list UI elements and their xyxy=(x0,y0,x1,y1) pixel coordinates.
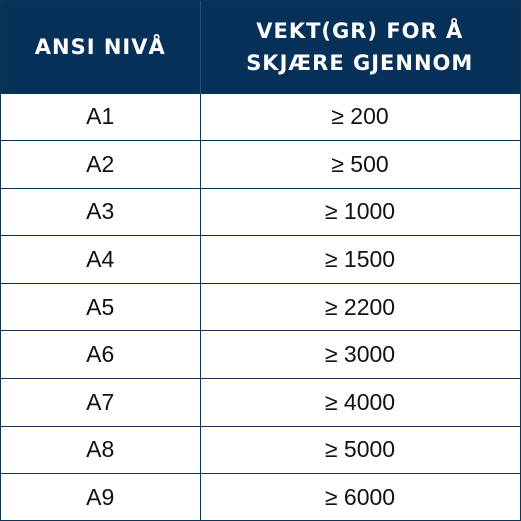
cell-cut-weight: ≥ 500 xyxy=(200,141,520,189)
cell-ansi-level: A8 xyxy=(1,426,200,474)
cell-cut-weight: ≥ 4000 xyxy=(200,379,520,427)
cell-cut-weight: ≥ 5000 xyxy=(200,426,520,474)
cell-ansi-level: A7 xyxy=(1,379,200,427)
header-weight xyxy=(200,1,520,93)
table-row xyxy=(1,331,520,379)
cell-ansi-level: A2 xyxy=(1,141,200,189)
table-row xyxy=(1,236,520,284)
cell-ansi-level: A6 xyxy=(1,331,200,379)
table-row xyxy=(1,188,520,236)
table-row xyxy=(1,426,520,474)
table-row xyxy=(1,93,520,141)
cell-ansi-level: A3 xyxy=(1,188,200,236)
header-weight-line1: VEKT(GR) FOR Å xyxy=(256,18,464,43)
table-row xyxy=(1,474,520,521)
cell-ansi-level: A9 xyxy=(1,474,200,521)
cell-ansi-level: A4 xyxy=(1,236,200,284)
data-table xyxy=(1,1,520,521)
table-row xyxy=(1,379,520,427)
header-ansi-level: ANSI NIVÅ xyxy=(1,1,200,93)
table-header xyxy=(1,1,520,93)
cell-cut-weight: ≥ 200 xyxy=(200,93,520,141)
cell-ansi-level: A1 xyxy=(1,93,200,141)
cell-cut-weight: ≥ 2200 xyxy=(200,283,520,331)
table-row xyxy=(1,141,520,189)
table-body xyxy=(1,93,520,521)
cell-cut-weight: ≥ 3000 xyxy=(200,331,520,379)
table-row xyxy=(1,283,520,331)
cell-cut-weight: ≥ 1500 xyxy=(200,236,520,284)
header-weight-line2: SKJÆRE GJENNOM xyxy=(246,50,474,75)
cell-cut-weight: ≥ 1000 xyxy=(200,188,520,236)
cell-cut-weight: ≥ 6000 xyxy=(200,474,520,521)
header-row xyxy=(1,1,520,93)
cell-ansi-level: A5 xyxy=(1,283,200,331)
